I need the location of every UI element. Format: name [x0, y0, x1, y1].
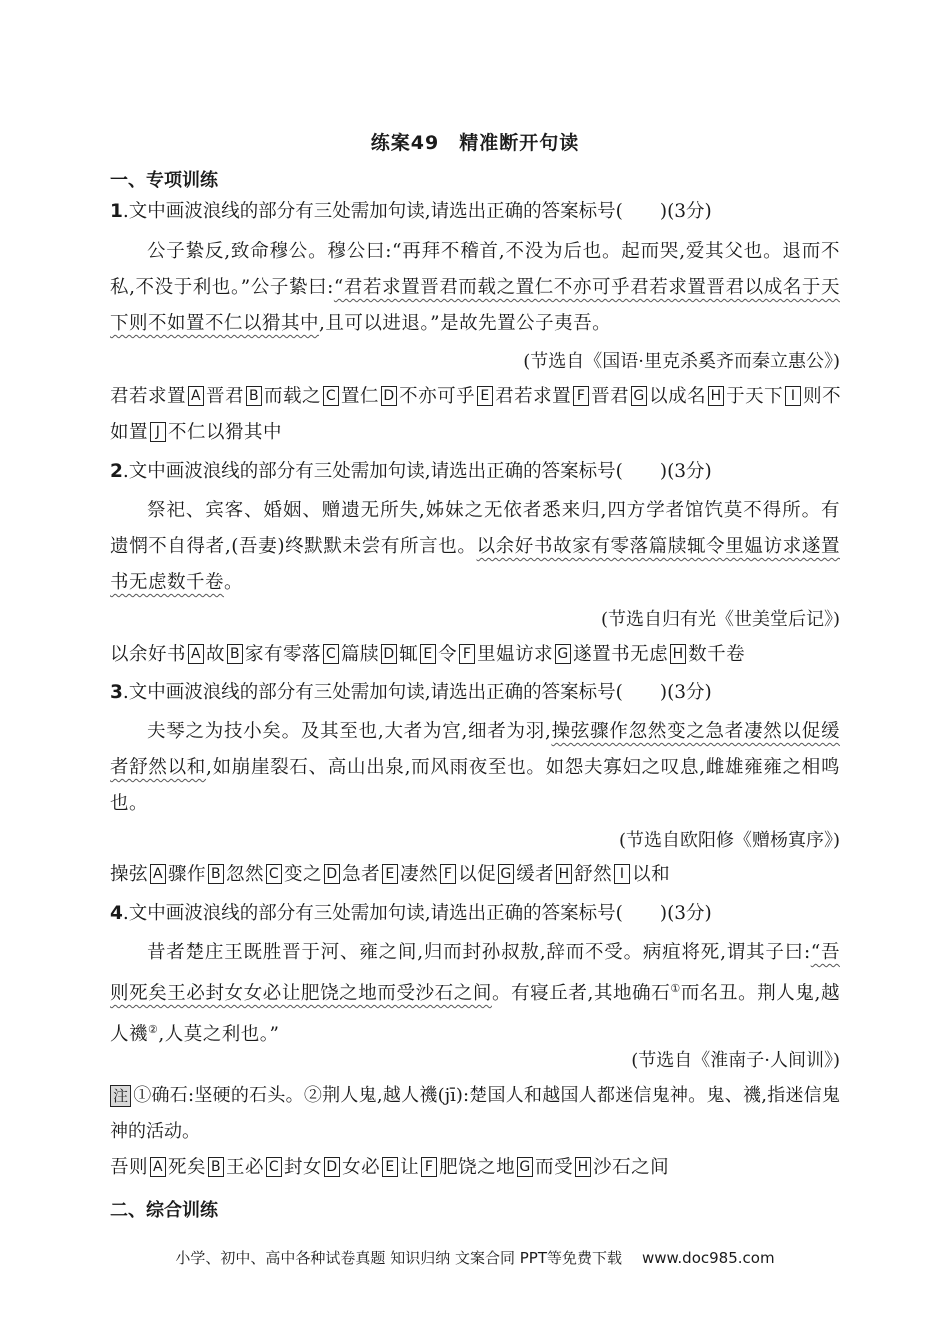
option-segment: 舒然	[574, 864, 613, 885]
passage-text: 而名丑。荆人鬼,越人禨	[110, 983, 840, 1046]
passage-text: 。有寝丘者,其地确石	[491, 983, 671, 1005]
option-label-box: J	[150, 422, 166, 442]
note-text: ①确石:坚硬的石头。②荆人鬼,越人禨(jī):楚国人和越国人都迷信鬼神。鬼、禨,指迷信鬼神的活动。	[110, 1085, 840, 1142]
option-label-box: I	[614, 864, 630, 884]
question-4-annotation	[110, 1078, 840, 1150]
option-segment: 肥饶之地	[439, 1157, 516, 1178]
question-4-prompt	[110, 900, 850, 928]
question-1-passage	[110, 234, 840, 342]
wavy-underlined-text: 以余好书故家有零落篇牍辄令里媪访求遂置书无虑数千卷	[110, 536, 840, 593]
question-text: .文中画波浪线的部分有三处需加句读,请选出正确的答案标号( )(3分)	[122, 682, 712, 703]
option-segment: 缓者	[516, 864, 555, 885]
option-label-box: C	[323, 644, 339, 664]
option-segment: 以余好书	[110, 644, 187, 665]
question-4-options	[110, 1150, 850, 1186]
option-label-box: E	[477, 386, 493, 406]
option-segment: 吾则	[110, 1157, 149, 1178]
note-label: 注	[110, 1085, 131, 1107]
option-segment: 封女	[284, 1157, 323, 1178]
option-label-box: E	[420, 644, 436, 664]
option-label-box: E	[382, 864, 398, 884]
option-label-box: B	[246, 386, 262, 406]
option-label-box: H	[708, 386, 724, 406]
question-number: 1	[110, 201, 123, 222]
question-3-source: (节选自欧阳修《赠杨寘序》)	[618, 830, 840, 851]
option-segment: 让	[400, 1157, 420, 1178]
option-segment: 数千卷	[688, 644, 746, 665]
question-text: .文中画波浪线的部分有三处需加句读,请选出正确的答案标号( )(3分)	[122, 201, 712, 222]
option-segment: 晋君	[591, 386, 630, 407]
option-label-box: B	[227, 644, 243, 664]
option-segment: 君若求置	[495, 386, 572, 407]
option-label-box: A	[188, 386, 204, 406]
option-segment: 凄然	[400, 864, 439, 885]
passage-text: 。	[224, 572, 244, 593]
option-segment: 里媪访求	[477, 644, 554, 665]
question-number: 3	[110, 682, 123, 703]
option-segment: 则不如置	[110, 386, 842, 443]
passage-text: 祭祀、宾客、婚姻、赠遗无所失,姊妹之无依者悉来归,四方学者馆饩莫不得所。有遗惘不自得者,(吾妻)终默默未尝有所言也。	[110, 500, 840, 557]
option-label-box: F	[573, 386, 589, 406]
option-segment: 急者	[342, 864, 381, 885]
question-2-options	[110, 637, 850, 673]
option-label-box: A	[150, 1157, 166, 1177]
option-label-box: F	[459, 644, 475, 664]
option-segment: 而受	[535, 1157, 574, 1178]
option-segment: 忽然	[226, 864, 265, 885]
section-heading-2: 二、综合训练	[110, 1200, 218, 1221]
option-segment: 而载之	[264, 386, 322, 407]
question-text: .文中画波浪线的部分有三处需加句读,请选出正确的答案标号( )(3分)	[122, 903, 712, 924]
option-label-box: B	[208, 1157, 224, 1177]
passage-text: ,如崩崖裂石、高山出泉,而风雨夜至也。如怨夫寡妇之叹息,雌雄雍雍之相鸣也。	[110, 757, 840, 814]
option-segment: 于天下	[726, 386, 784, 407]
question-2-passage	[110, 493, 840, 601]
question-1-source: (节选自《国语·里克杀奚齐而秦立惠公》)	[523, 351, 840, 372]
option-segment: 以和	[632, 864, 671, 885]
option-label-box: H	[575, 1157, 591, 1177]
option-label-box: H	[670, 644, 686, 664]
question-4-passage	[110, 935, 840, 1053]
question-4-source: (节选自《淮南子·人间训》)	[631, 1050, 840, 1071]
option-segment: 王必	[226, 1157, 265, 1178]
question-3-prompt	[110, 679, 850, 707]
question-number: 2	[110, 461, 123, 482]
section-heading-1: 一、专项训练	[110, 170, 218, 191]
option-label-box: D	[381, 644, 397, 664]
option-label-box: C	[266, 864, 282, 884]
question-1-options	[110, 379, 850, 451]
wavy-underlined-text: “吾则死矣王必封女女必让肥饶之地而受沙石之间	[110, 942, 840, 1005]
question-2-prompt	[110, 458, 850, 486]
option-segment: 令	[438, 644, 458, 665]
passage-text: 夫琴之为技小矣。及其至也,大者为宫,细者为羽,	[147, 721, 552, 742]
option-label-box: H	[556, 864, 572, 884]
option-label-box: G	[498, 864, 514, 884]
question-3-options	[110, 857, 850, 893]
option-label-box: G	[517, 1157, 533, 1177]
option-label-box: D	[324, 864, 340, 884]
option-label-box: D	[381, 386, 397, 406]
option-segment: 遂置书无虑	[573, 644, 669, 665]
option-segment: 置仁	[341, 386, 380, 407]
option-segment: 以成名	[649, 386, 707, 407]
page-title: 练案49 精准断开句读	[370, 132, 580, 154]
option-label-box: C	[323, 386, 339, 406]
passage-text: 昔者楚庄王既胜晋于河、雍之间,归而封孙叔敖,辞而不受。病疽将死,谓其子曰:	[147, 942, 811, 963]
option-label-box: A	[150, 864, 166, 884]
option-label-box: F	[440, 864, 456, 884]
footer-text: 小学、初中、高中各种试卷真题 知识归纳 文案合同 PPT等免费下载	[175, 1249, 622, 1267]
option-label-box: G	[555, 644, 571, 664]
wavy-underlined-text: 操弦骤作忽然变之急者凄然以促缓者舒然以和	[110, 721, 840, 778]
option-segment: 不亦可乎	[399, 386, 476, 407]
option-segment: 变之	[284, 864, 323, 885]
question-2-source: (节选自归有光《世美堂后记》)	[600, 609, 840, 630]
option-segment: 故	[206, 644, 226, 665]
option-segment: 君若求置	[110, 386, 187, 407]
option-segment: 辄	[399, 644, 419, 665]
option-segment: 操弦	[110, 864, 149, 885]
passage-text: 公子絷反,致命穆公。穆公曰:“再拜不稽首,不没为后也。起而哭,爱其父也。退而不私,不没于利也。”公子絷曰:	[110, 241, 840, 298]
option-segment: 不仁以猾其中	[168, 422, 283, 443]
option-label-box: G	[631, 386, 647, 406]
option-segment: 以促	[458, 864, 497, 885]
footer-url: www.doc985.com	[641, 1249, 775, 1267]
question-text: .文中画波浪线的部分有三处需加句读,请选出正确的答案标号( )(3分)	[122, 461, 712, 482]
passage-text: ,人莫之利也。”	[158, 1024, 280, 1046]
question-number: 4	[110, 903, 123, 924]
question-3-passage	[110, 714, 840, 822]
footnote-marker-2: ②	[148, 1023, 159, 1037]
footnote-marker-1: ①	[670, 982, 681, 995]
option-segment: 骤作	[168, 864, 207, 885]
option-label-box: D	[324, 1157, 340, 1177]
option-segment: 死矣	[168, 1157, 207, 1178]
option-label-box: I	[785, 386, 801, 406]
option-segment: 沙石之间	[593, 1157, 670, 1178]
option-segment: 女必	[342, 1157, 381, 1178]
option-segment: 篇牍	[341, 644, 380, 665]
option-label-box: F	[421, 1157, 437, 1177]
option-label-box: B	[208, 864, 224, 884]
option-label-box: C	[266, 1157, 282, 1177]
option-segment: 家有零落	[245, 644, 322, 665]
page-footer	[0, 1247, 950, 1268]
wavy-underlined-text: “君若求置晋君而载之置仁不亦可乎君若求置晋君以成名于天下则不如置不仁以猾其中	[110, 277, 840, 334]
option-segment: 晋君	[206, 386, 245, 407]
question-1-prompt	[110, 198, 850, 226]
passage-text: ,且可以进退。”是故先置公子夷吾。	[319, 313, 612, 334]
option-label-box: A	[188, 644, 204, 664]
option-label-box: E	[382, 1157, 398, 1177]
